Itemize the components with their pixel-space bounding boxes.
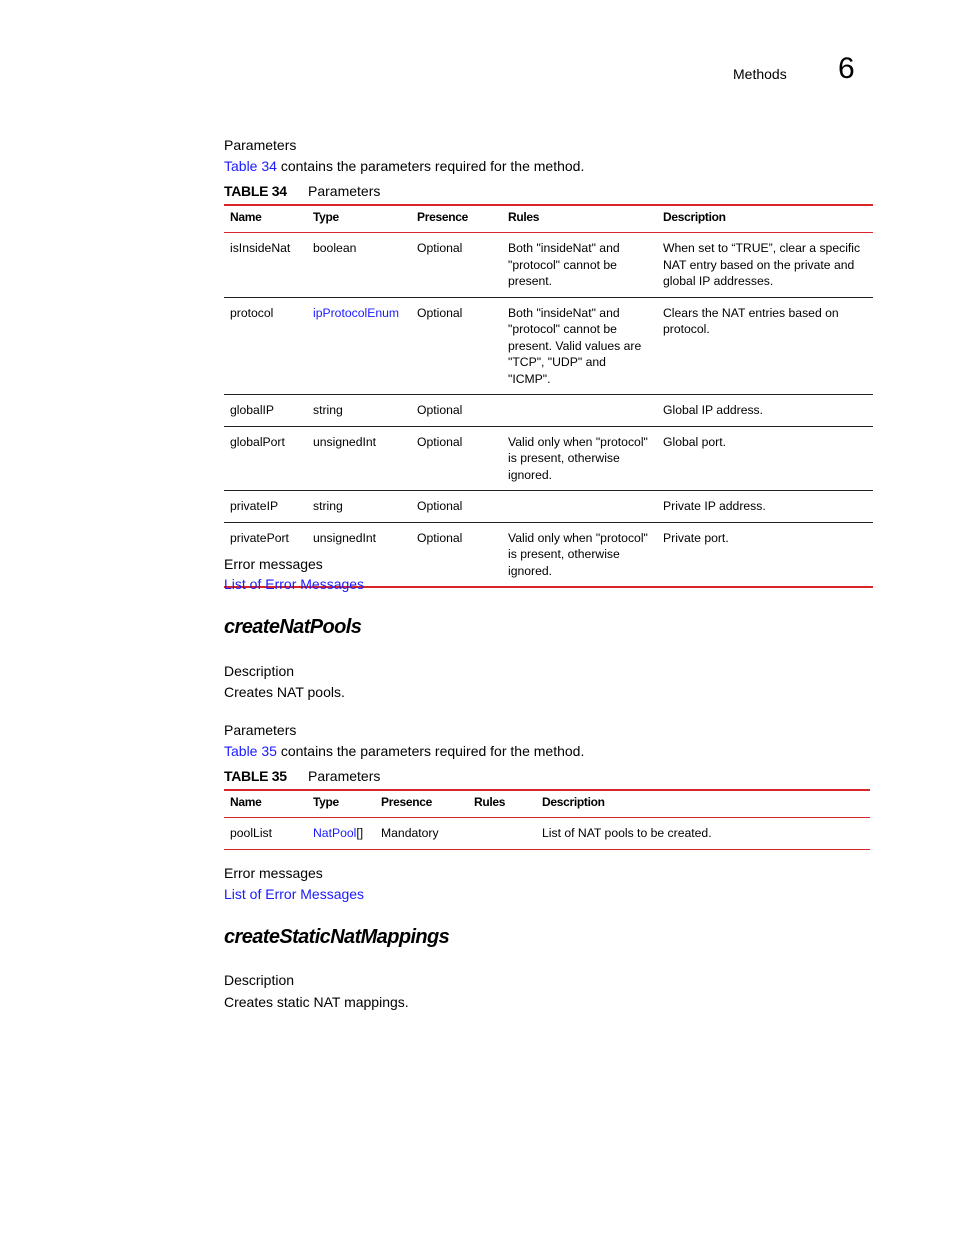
table-row <box>224 395 873 427</box>
parameters-table-35 <box>224 789 870 850</box>
table-header-row <box>224 205 873 233</box>
cell-presence: Optional <box>417 403 463 417</box>
cell-name: privatePort <box>230 530 289 545</box>
table-34-link[interactable]: Table 34 <box>224 158 277 174</box>
caption-label: TABLE 35 <box>224 768 287 784</box>
cell-description: Private IP address. <box>663 499 766 513</box>
cell-description: Global IP address. <box>663 403 764 417</box>
method-title-create-nat-pools: createNatPools <box>224 616 362 638</box>
table-header-row <box>224 790 870 818</box>
col-header-rules: Rules <box>508 210 540 224</box>
cell-rules: Valid only when "protocol" is present, otherwise ignored. <box>508 434 648 482</box>
cell-type: unsignedInt <box>313 434 377 449</box>
cell-type: string <box>313 499 343 513</box>
table-intro-text: contains the parameters required for the method. <box>276 743 585 759</box>
cell-rules <box>502 395 657 427</box>
description-heading: Description <box>224 972 295 988</box>
cell-name: protocol <box>230 305 274 320</box>
cell-rules: Valid only when "protocol" is present, otherwise ignored. <box>508 530 648 578</box>
col-header-description: Description <box>663 210 726 224</box>
ip-protocol-enum-link[interactable]: ipProtocolEnum <box>313 305 400 320</box>
error-messages-heading: Error messages <box>224 556 323 572</box>
description-text: Creates NAT pools. <box>224 684 345 700</box>
col-header-presence: Presence <box>381 795 432 809</box>
description-text: Creates static NAT mappings. <box>224 994 409 1010</box>
cell-type: boolean <box>313 241 357 255</box>
cell-rules <box>502 491 657 523</box>
error-messages-link[interactable]: List of Error Messages <box>224 576 365 592</box>
col-header-name: Name <box>230 210 262 224</box>
cell-name: globalIP <box>230 403 275 417</box>
method-title-create-static-nat-mappings: createStaticNatMappings <box>224 926 450 948</box>
cell-presence: Optional <box>417 241 463 255</box>
cell-presence: Optional <box>417 434 463 449</box>
cell-name: isInsideNat <box>230 241 291 255</box>
cell-description: Global port. <box>663 434 727 449</box>
cell-type: string <box>313 403 343 417</box>
col-header-presence: Presence <box>417 210 468 224</box>
col-header-type: Type <box>313 795 339 809</box>
cell-name: globalPort <box>230 434 285 449</box>
col-header-type: Type <box>313 210 339 224</box>
cell-presence: Mandatory <box>381 826 439 840</box>
parameters-heading: Parameters <box>224 137 297 153</box>
table-intro <box>224 743 584 759</box>
parameters-table-34 <box>224 204 873 588</box>
cell-rules: Both "insideNat" and "protocol" cannot be present. <box>508 241 620 288</box>
table-row <box>224 297 873 395</box>
error-messages-heading: Error messages <box>224 865 323 881</box>
cell-presence: Optional <box>417 499 463 513</box>
table-row <box>224 491 873 523</box>
table-row <box>224 426 873 491</box>
cell-rules <box>468 818 536 850</box>
col-header-rules: Rules <box>474 795 506 809</box>
table-34-caption <box>224 183 381 201</box>
cell-type <box>307 297 411 395</box>
caption-label: TABLE 34 <box>224 183 287 199</box>
running-header-section: Methods <box>733 66 787 82</box>
cell-description: Private port. <box>663 530 729 545</box>
cell-type: unsignedInt <box>313 530 377 545</box>
type-suffix: [] <box>356 826 364 840</box>
cell-presence: Optional <box>417 530 463 545</box>
caption-title: Parameters <box>308 768 381 784</box>
col-header-name: Name <box>230 795 262 809</box>
col-header-description: Description <box>542 795 605 809</box>
table-35-link[interactable]: Table 35 <box>224 743 277 759</box>
table-row <box>224 818 870 850</box>
table-35-caption <box>224 768 381 786</box>
parameters-heading: Parameters <box>224 722 297 738</box>
cell-type <box>307 818 375 850</box>
nat-pool-link[interactable]: NatPool <box>313 826 357 840</box>
cell-description: List of NAT pools to be created. <box>542 826 712 840</box>
table-intro-text: contains the parameters required for the method. <box>276 158 585 174</box>
caption-title: Parameters <box>308 183 381 199</box>
cell-name: poolList <box>230 826 273 840</box>
table-intro <box>224 158 584 174</box>
description-heading: Description <box>224 663 295 679</box>
cell-name: privateIP <box>230 499 279 513</box>
error-messages-link[interactable]: List of Error Messages <box>224 886 365 902</box>
table-row <box>224 233 873 298</box>
cell-description: When set to “TRUE”, clear a specific NAT entry based on the private and global IP addresses. <box>663 241 861 288</box>
cell-presence: Optional <box>417 305 463 320</box>
chapter-number: 6 <box>838 52 855 85</box>
cell-rules: Both "insideNat" and "protocol" cannot be present. Valid values are "TCP", "UDP" and "ICMP". <box>508 305 642 386</box>
cell-description: Clears the NAT entries based on protocol. <box>663 305 839 336</box>
